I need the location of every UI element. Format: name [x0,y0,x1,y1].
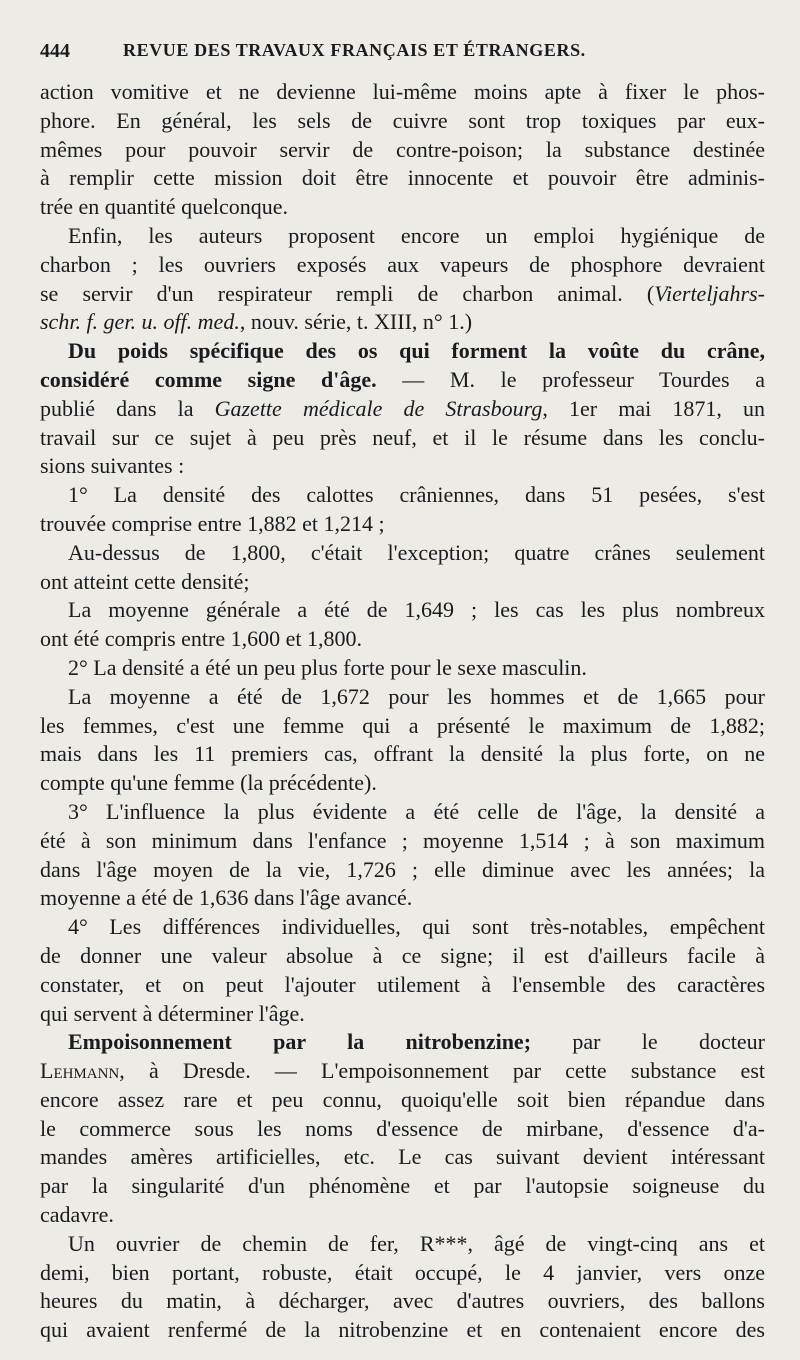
text-line [40,1057,765,1086]
text-line: mais dans les 11 premiers cas, offrant la densité la plus forte, on ne [40,741,765,767]
text-line: à remplir cette mission doit être innocente et pouvoir être adminis- [40,165,765,191]
text-line: charbon ; les ouvriers exposés aux vapeurs de phosphore devraient [40,251,765,277]
journal-title: Gazette médicale de Strasbourg [214,395,543,421]
text-line: 2° La densité a été un peu plus forte pour le sexe masculin. [68,654,587,680]
text-line [40,337,765,366]
text-line [40,366,765,395]
body-text [40,78,765,1345]
text-line: ont atteint cette densité; [40,568,250,594]
text-line: encore assez rare et peu connu, quoiqu'elle soit bien répandue dans [40,1086,765,1112]
text-line: moyenne a été de 1,636 dans l'âge avancé. [40,885,413,911]
text-line: travail sur ce sujet à peu près neuf, et il le résume dans les conclu- [40,424,765,450]
text-line: Un ouvrier de chemin de fer, R***, âgé de vingt-cinq ans et [68,1230,765,1256]
author-name: Lehmann [40,1058,120,1084]
journal-title: schr. f. ger. u. off. med. [40,309,240,335]
text-line: 1° La densité des calottes crâniennes, dans 51 pesées, s'est [68,482,765,508]
text-line: heures du matin, à décharger, avec d'autres ouvriers, des ballons [40,1288,765,1314]
page-number: 444 [40,40,70,62]
text-line: par la singularité d'un phénomène et par l'autopsie soigneuse du [40,1173,765,1199]
text-line: 4° Les différences individuelles, qui sont très-notables, empêchent [68,914,765,940]
text-line: demi, bien portant, robuste, était occupé, le 4 janvier, vers onze [40,1259,765,1285]
text-segment: publié dans la [40,395,215,421]
section-heading: considéré comme signe d'âge. [40,366,377,392]
text-line: compte qu'une femme (la précédente). [40,770,377,796]
journal-title: Vierteljahrs- [654,280,765,306]
text-line: mêmes pour pouvoir servir de contre-poison; la substance destinée [40,136,765,162]
text-segment: , à Dresde. — L'empoisonnement par cette substance est [119,1058,765,1084]
text-line: dans l'âge moyen de la vie, 1,726 ; elle diminue avec les années; la [40,856,765,882]
text-line: La moyenne générale a été de 1,649 ; les cas les plus nombreux [68,597,765,623]
text-line: trée en quantité quelconque. [40,194,289,220]
text-line [40,395,765,424]
running-title: REVUE DES TRAVAUX FRANÇAIS ET ÉTRANGERS. [123,40,586,60]
text-line: le commerce sous les noms d'essence de mirbane, d'essence d'a- [40,1115,765,1141]
text-line: Au-dessus de 1,800, c'était l'exception; quatre crânes seulement [68,539,765,565]
text-line [40,1028,765,1057]
text-line: sions suivantes : [40,453,185,479]
text-line: mandes amères artificielles, etc. Le cas suivant devient intéressant [40,1144,765,1170]
text-line: La moyenne a été de 1,672 pour les hommes et de 1,665 pour [68,683,765,709]
text-line: qui avaient renfermé de la nitrobenzine et en contenaient encore des [40,1317,765,1343]
text-line: constater, et on peut l'ajouter utilement à l'ensemble des caractères [40,971,765,997]
text-line: été à son minimum dans l'enfance ; moyenne 1,514 ; à son maximum [40,827,765,853]
text-line: qui servent à déterminer l'âge. [40,1000,305,1026]
section-heading: Du poids spécifique des os qui forment la voûte du crâne, [68,338,765,364]
text-line: trouvée comprise entre 1,882 et 1,214 ; [40,510,385,536]
text-segment: , nouv. série, t. XIII, n° 1.) [239,309,473,335]
text-line: action vomitive et ne devienne lui-même moins apte à fixer le phos- [40,79,765,104]
text-line [40,280,765,309]
text-segment: par le docteur [531,1029,765,1055]
text-line: 3° L'influence la plus évidente a été celle de l'âge, la densité a [68,798,765,824]
text-segment: — M. le professeur Tourdes a [376,366,765,392]
text-segment: se servir d'un respirateur rempli de charbon animal. ( [40,280,655,306]
text-line [40,308,765,337]
page-header [40,40,770,70]
text-line: de donner une valeur absolue à ce signe; il est d'ailleurs facile à [40,942,765,968]
text-line: ont été compris entre 1,600 et 1,800. [40,626,362,652]
text-line: cadavre. [40,1202,114,1228]
text-line: phore. En général, les sels de cuivre sont trop toxiques par eux- [40,107,765,133]
text-line: Enfin, les auteurs proposent encore un emploi hygiénique de [68,222,765,248]
text-line: les femmes, c'est une femme qui a présenté le maximum de 1,882; [40,712,765,738]
section-heading: Empoisonnement par la nitrobenzine; [68,1029,532,1055]
text-segment: , 1er mai 1871, un [542,395,765,421]
